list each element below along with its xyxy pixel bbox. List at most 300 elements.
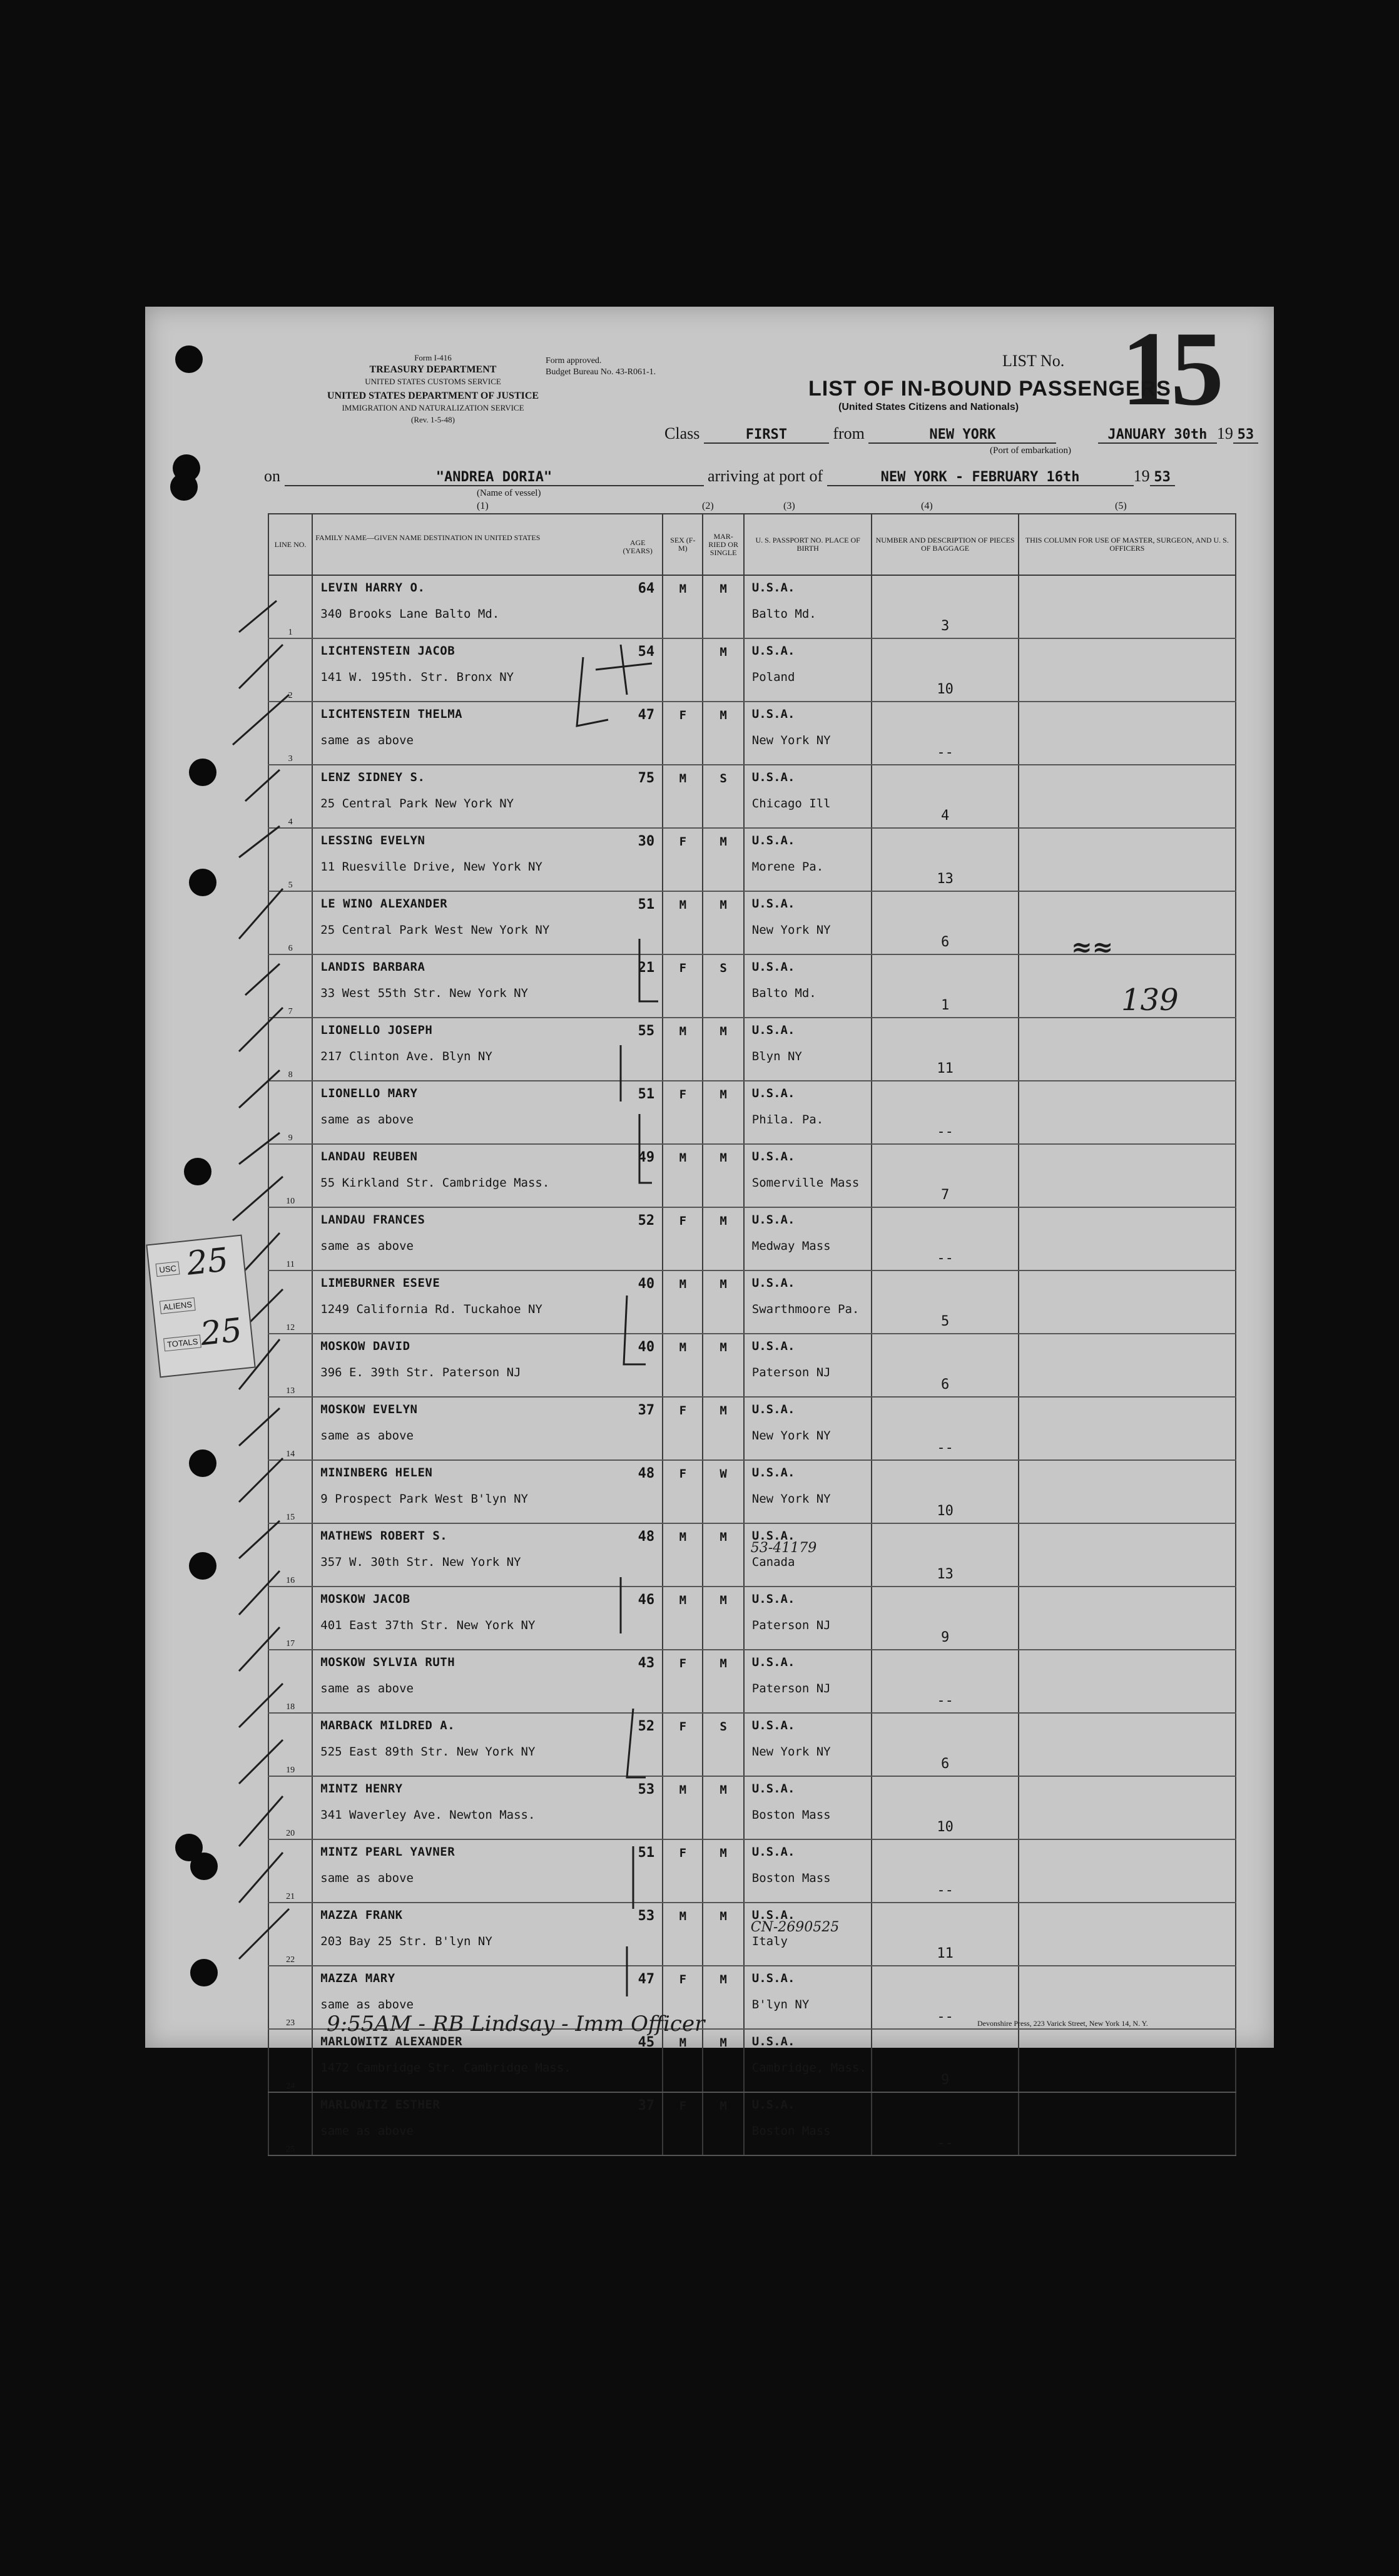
name-cell [312, 1081, 663, 1144]
passport-cell [744, 702, 872, 765]
passenger-age: 40 [638, 1276, 655, 1292]
line-number: 11 [268, 1207, 312, 1270]
passenger-marital: M [703, 1270, 743, 1334]
passenger-row [268, 1460, 1236, 1523]
line-number: 12 [268, 1270, 312, 1334]
baggage-count: 7 [872, 1144, 1018, 1207]
passport-country: U.S.A. [751, 1908, 795, 1922]
punch-hole [184, 1158, 211, 1185]
baggage-count: -- [872, 702, 1018, 765]
officer-column [1019, 1334, 1236, 1397]
line-number: 19 [268, 1713, 312, 1776]
header-passport: U. S. PASSPORT NO. PLACE OF BIRTH [744, 514, 872, 575]
line-number: 24 [268, 2029, 312, 2092]
passenger-name: LICHTENSTEIN THELMA [320, 707, 463, 721]
passport-country: U.S.A. [751, 1782, 795, 1796]
passenger-sex: F [663, 1081, 703, 1144]
officer-column [1019, 1144, 1236, 1207]
line-number: 22 [268, 1903, 312, 1966]
line-number: 16 [268, 1523, 312, 1587]
officer-scribble: ≈≈ [1071, 933, 1114, 962]
line-number: 4 [268, 765, 312, 828]
line-number: 8 [268, 1018, 312, 1081]
passenger-marital: S [703, 765, 743, 828]
baggage-count: 3 [872, 575, 1018, 638]
passenger-destination: 396 E. 39th Str. Paterson NJ [320, 1366, 521, 1379]
passenger-row [268, 765, 1236, 828]
place-of-birth: Blyn NY [751, 1050, 802, 1063]
place-of-birth: New York NY [751, 1429, 831, 1443]
passenger-age: 75 [638, 770, 655, 786]
name-cell [312, 1776, 663, 1839]
name-cell [312, 2092, 663, 2155]
passenger-destination: 33 West 55th Str. New York NY [320, 986, 528, 1000]
line-number: 13 [268, 1334, 312, 1397]
passport-country: U.S.A. [751, 960, 795, 974]
place-of-birth: B'lyn NY [751, 1998, 810, 2011]
passenger-marital: M [703, 638, 743, 702]
place-of-birth: Chicago Ill [751, 797, 831, 810]
passenger-name: LENZ SIDNEY S. [320, 770, 425, 784]
passenger-row [268, 702, 1236, 765]
passenger-destination: 11 Ruesville Drive, New York NY [320, 860, 542, 874]
passport-cell [744, 2092, 872, 2155]
passenger-destination: 525 East 89th Str. New York NY [320, 1745, 536, 1759]
place-of-birth: Canada [751, 1555, 795, 1569]
from-label: from [833, 424, 865, 442]
passport-cell [744, 575, 872, 638]
passenger-row [268, 2029, 1236, 2092]
passenger-sex: M [663, 1334, 703, 1397]
place-of-birth: New York NY [751, 1745, 831, 1759]
col-num-5: (5) [1115, 501, 1127, 511]
passenger-marital: M [703, 1523, 743, 1587]
passenger-destination: 141 W. 195th. Str. Bronx NY [320, 670, 514, 684]
passenger-row [268, 954, 1236, 1018]
passenger-age: 47 [638, 707, 655, 723]
officer-column [1019, 1839, 1236, 1903]
baggage-count: 1 [872, 954, 1018, 1018]
passenger-sex: M [663, 1018, 703, 1081]
punch-hole [190, 1959, 218, 1986]
passenger-name: MAZZA FRANK [320, 1908, 403, 1922]
punch-hole [189, 1449, 216, 1477]
name-cell [312, 954, 663, 1018]
officer-column [1019, 638, 1236, 702]
passenger-row [268, 1270, 1236, 1334]
passenger-sex: F [663, 1713, 703, 1776]
place-of-birth: Paterson NJ [751, 1682, 831, 1695]
place-of-birth: New York NY [751, 923, 831, 937]
place-of-birth: Paterson NJ [751, 1618, 831, 1632]
passenger-sex: F [663, 1650, 703, 1713]
vessel-line [264, 467, 1175, 486]
baggage-count: 4 [872, 765, 1018, 828]
header-name-label: FAMILY NAME—GIVEN NAME DESTINATION IN UNITED STATES [315, 533, 541, 542]
vessel-name: "ANDREA DORIA" [285, 469, 704, 486]
baggage-count: 6 [872, 1713, 1018, 1776]
passenger-sex: F [663, 1839, 703, 1903]
baggage-count: -- [872, 1650, 1018, 1713]
embark-year-prefix: 19 [1216, 424, 1233, 442]
stamp-usc-count: 25 [185, 1241, 230, 1283]
place-of-birth: Swarthmoore Pa. [751, 1302, 860, 1316]
passport-cell [744, 1397, 872, 1460]
officer-column [1019, 1776, 1236, 1839]
name-cell [312, 1650, 663, 1713]
passport-country: U.S.A. [751, 1845, 795, 1859]
passenger-age: 51 [638, 1086, 655, 1102]
baggage-count: 5 [872, 1270, 1018, 1334]
passenger-name: MARLOWITZ ESTHER [320, 2098, 440, 2112]
passenger-marital: M [703, 1966, 743, 2029]
passport-cell [744, 828, 872, 891]
passenger-name: LANDIS BARBARA [320, 960, 425, 974]
budget-bureau: Budget Bureau No. 43-R061-1. [546, 367, 656, 377]
passport-country: U.S.A. [751, 2098, 795, 2112]
col-num-3: (3) [783, 501, 795, 511]
baggage-count: 10 [872, 1776, 1018, 1839]
officer-column [1019, 575, 1236, 638]
baggage-count: -- [872, 1966, 1018, 2029]
place-of-birth: Boston Mass [751, 1871, 831, 1885]
passport-note: 53-41179 [750, 1540, 817, 1556]
revision: (Rev. 1-5-48) [411, 415, 455, 424]
passenger-age: 45 [638, 2035, 655, 2050]
baggage-count: 13 [872, 828, 1018, 891]
arriving-label: arriving at port of [708, 467, 823, 485]
place-of-birth: Poland [751, 670, 795, 684]
baggage-count: -- [872, 1397, 1018, 1460]
officer-column [1019, 2092, 1236, 2155]
passenger-age: 53 [638, 1782, 655, 1797]
passport-country: U.S.A. [751, 1086, 795, 1100]
passport-cell [744, 1839, 872, 1903]
passenger-destination: same as above [320, 1113, 414, 1127]
stamp-totals-count: 25 [198, 1311, 244, 1354]
line-number: 18 [268, 1650, 312, 1713]
passenger-name: MOSKOW JACOB [320, 1592, 410, 1606]
passenger-row [268, 638, 1236, 702]
name-cell [312, 1144, 663, 1207]
passport-cell [744, 1713, 872, 1776]
passenger-destination: 9 Prospect Park West B'lyn NY [320, 1492, 528, 1506]
passenger-name: LESSING EVELYN [320, 834, 425, 847]
place-of-birth: New York NY [751, 733, 831, 747]
passenger-destination: 401 East 37th Str. New York NY [320, 1618, 536, 1632]
name-cell [312, 2029, 663, 2092]
passport-country: U.S.A. [751, 1150, 795, 1163]
passenger-destination: 1472 Cambridge Str. Cambridge Mass. [320, 2061, 571, 2075]
line-number: 14 [268, 1397, 312, 1460]
arrival-port-date: NEW YORK - FEBRUARY 16th [827, 469, 1134, 486]
passport-note: CN-2690525 [750, 1919, 840, 1935]
passport-cell [744, 1966, 872, 2029]
passenger-sex: M [663, 891, 703, 954]
passenger-name: MOSKOW SYLVIA RUTH [320, 1655, 455, 1669]
passenger-age: 49 [638, 1150, 655, 1165]
passport-country: U.S.A. [751, 1213, 795, 1227]
passenger-age: 54 [638, 644, 655, 660]
officer-signature-note: 9:55AM - RB Lindsay - Imm Officer [327, 2011, 705, 2037]
passenger-marital: M [703, 1903, 743, 1966]
passport-cell [744, 1460, 872, 1523]
list-no-label: LIST No. [1002, 352, 1065, 370]
col-num-2: (2) [702, 501, 714, 511]
passenger-age: 40 [638, 1339, 655, 1355]
name-cell [312, 1397, 663, 1460]
place-of-birth: Boston Mass [751, 2124, 831, 2138]
header-married: MAR-RIED OR SINGLE [703, 514, 743, 575]
embark-date: JANUARY 30th [1098, 427, 1217, 444]
baggage-count: 11 [872, 1018, 1018, 1081]
passenger-sex: F [663, 1966, 703, 2029]
line-number: 23 [268, 1966, 312, 2029]
passenger-sex: M [663, 2029, 703, 2092]
form-number: Form I-416 [414, 353, 452, 362]
officer-column [1019, 1523, 1236, 1587]
passenger-row [268, 1397, 1236, 1460]
passenger-age: 52 [638, 1213, 655, 1229]
passport-cell [744, 1018, 872, 1081]
passenger-age: 48 [638, 1529, 655, 1545]
passenger-destination: same as above [320, 1998, 414, 2011]
line-number: 21 [268, 1839, 312, 1903]
passenger-row [268, 828, 1236, 891]
officer-column [1019, 765, 1236, 828]
passenger-name: MOSKOW DAVID [320, 1339, 410, 1353]
passenger-row [268, 2092, 1236, 2155]
line-number: 1 [268, 575, 312, 638]
officer-column [1019, 1903, 1236, 1966]
passenger-name: MININBERG HELEN [320, 1466, 433, 1480]
passenger-sex: F [663, 702, 703, 765]
name-cell [312, 828, 663, 891]
passenger-row [268, 1713, 1236, 1776]
embark-year: 53 [1233, 427, 1258, 444]
printer-imprint: Devonshire Press, 223 Varick Street, New York 14, N. Y. [977, 2019, 1148, 2028]
passenger-name: MAZZA MARY [320, 1971, 395, 1985]
passenger-name: MARLOWITZ ALEXANDER [320, 2035, 463, 2048]
name-cell [312, 1270, 663, 1334]
passport-cell [744, 1587, 872, 1650]
name-cell [312, 575, 663, 638]
passenger-age: 48 [638, 1466, 655, 1481]
name-cell [312, 1460, 663, 1523]
customs-service: UNITED STATES CUSTOMS SERVICE [365, 377, 501, 386]
name-cell [312, 1839, 663, 1903]
passenger-sex: F [663, 1207, 703, 1270]
class-value: FIRST [704, 427, 829, 444]
punch-hole [189, 1552, 216, 1580]
passenger-sex: M [663, 765, 703, 828]
officer-column [1019, 1650, 1236, 1713]
passenger-marital: M [703, 575, 743, 638]
place-of-birth: Cambridge, Mass. [751, 2061, 867, 2075]
arrival-year: 53 [1150, 469, 1175, 486]
table-header [268, 514, 1236, 575]
passenger-marital: M [703, 891, 743, 954]
passenger-sex: M [663, 1903, 703, 1966]
baggage-count: 9 [872, 1587, 1018, 1650]
name-cell [312, 1587, 663, 1650]
officer-column [1019, 1587, 1236, 1650]
passenger-destination: 25 Central Park New York NY [320, 797, 514, 810]
officer-number: 139 [1121, 983, 1179, 1018]
passenger-row [268, 1776, 1236, 1839]
passport-cell [744, 1144, 872, 1207]
baggage-count: 10 [872, 1460, 1018, 1523]
name-cell [312, 1334, 663, 1397]
place-of-birth: Balto Md. [751, 607, 817, 621]
line-number: 20 [268, 1776, 312, 1839]
justice-dept: UNITED STATES DEPARTMENT OF JUSTICE [327, 391, 539, 401]
passenger-marital: M [703, 2029, 743, 2092]
line-number: 5 [268, 828, 312, 891]
passport-country: U.S.A. [751, 1592, 795, 1606]
ins-service: IMMIGRATION AND NATURALIZATION SERVICE [342, 403, 524, 412]
list-number: 15 [1121, 310, 1220, 427]
passenger-sex: F [663, 1397, 703, 1460]
place-of-birth: Medway Mass [751, 1239, 831, 1253]
passport-cell [744, 1650, 872, 1713]
passenger-marital: M [703, 1081, 743, 1144]
baggage-count: 6 [872, 1334, 1018, 1397]
passport-country: U.S.A. [751, 2035, 795, 2048]
passport-cell [744, 1207, 872, 1270]
passenger-row [268, 1207, 1236, 1270]
header-officers: THIS COLUMN FOR USE OF MASTER, SURGEON, AND U. S. OFFICERS [1019, 514, 1236, 575]
passenger-row [268, 1081, 1236, 1144]
passenger-marital: M [703, 828, 743, 891]
passenger-marital: M [703, 2092, 743, 2155]
name-cell [312, 1903, 663, 1966]
passenger-destination: 203 Bay 25 Str. B'lyn NY [320, 1935, 492, 1948]
line-number: 17 [268, 1587, 312, 1650]
place-of-birth: Phila. Pa. [751, 1113, 824, 1127]
passenger-destination: same as above [320, 1239, 414, 1253]
passport-cell [744, 1523, 872, 1587]
officer-column [1019, 2029, 1236, 2092]
name-cell [312, 638, 663, 702]
officer-column [1019, 702, 1236, 765]
officer-column [1019, 828, 1236, 891]
passenger-marital: M [703, 1018, 743, 1081]
passenger-name: MARBACK MILDRED A. [320, 1719, 455, 1732]
passenger-age: 43 [638, 1655, 655, 1671]
embark-port: NEW YORK [868, 427, 1056, 444]
stamp-usc: USC [156, 1261, 180, 1277]
officer-column [1019, 1713, 1236, 1776]
passenger-row [268, 575, 1236, 638]
form-approved [546, 355, 656, 378]
passenger-marital: S [703, 954, 743, 1018]
place-of-birth: Boston Mass [751, 1808, 831, 1822]
passenger-name: LANDAU FRANCES [320, 1213, 425, 1227]
name-cell [312, 891, 663, 954]
passenger-age: 30 [638, 834, 655, 849]
place-of-birth: New York NY [751, 1492, 831, 1506]
passenger-row [268, 1650, 1236, 1713]
passenger-marital: M [703, 702, 743, 765]
baggage-count: -- [872, 1207, 1018, 1270]
baggage-count: 10 [872, 638, 1018, 702]
passport-country: U.S.A. [751, 834, 795, 847]
passenger-destination: same as above [320, 2124, 414, 2138]
passenger-marital: S [703, 1713, 743, 1776]
line-number: 7 [268, 954, 312, 1018]
vessel-sub: (Name of vessel) [477, 488, 541, 498]
passenger-age: 52 [638, 1719, 655, 1734]
passenger-row [268, 1587, 1236, 1650]
passport-cell [744, 891, 872, 954]
form-subtitle: (United States Citizens and Nationals) [838, 402, 1019, 412]
passenger-age: 53 [638, 1908, 655, 1924]
passenger-row [268, 1839, 1236, 1903]
passenger-destination: 217 Clinton Ave. Blyn NY [320, 1050, 492, 1063]
embark-sub: (Port of embarkation) [990, 446, 1071, 456]
passenger-destination: same as above [320, 1429, 414, 1443]
passenger-table [268, 513, 1236, 2156]
treasury-dept: TREASURY DEPARTMENT [369, 364, 497, 375]
baggage-count: 9 [872, 2029, 1018, 2092]
passport-country: U.S.A. [751, 707, 795, 721]
class-line [664, 424, 1258, 456]
passport-country: U.S.A. [751, 1529, 795, 1543]
place-of-birth: Italy [751, 1935, 788, 1948]
passenger-age: 46 [638, 1592, 655, 1608]
arrival-year-prefix: 19 [1133, 467, 1150, 485]
passenger-sex: M [663, 1270, 703, 1334]
class-label: Class [664, 424, 700, 442]
line-number: 9 [268, 1081, 312, 1144]
punch-hole [175, 345, 203, 373]
passport-cell [744, 2029, 872, 2092]
passport-country: U.S.A. [751, 1719, 795, 1732]
passenger-name: MINTZ PEARL YAVNER [320, 1845, 455, 1859]
passenger-destination: same as above [320, 733, 414, 747]
passenger-marital: M [703, 1334, 743, 1397]
passport-country: U.S.A. [751, 1655, 795, 1669]
passenger-destination: 55 Kirkland Str. Cambridge Mass. [320, 1176, 550, 1190]
approved-label: Form approved. [546, 356, 602, 365]
passport-cell [744, 1270, 872, 1334]
officer-column [1019, 1270, 1236, 1334]
passport-cell [744, 1903, 872, 1966]
totals-stamp [146, 1235, 256, 1378]
passenger-destination: 340 Brooks Lane Balto Md. [320, 607, 500, 621]
passenger-name: MINTZ HENRY [320, 1782, 403, 1796]
passenger-marital: M [703, 1207, 743, 1270]
passenger-row [268, 1018, 1236, 1081]
line-number: 3 [268, 702, 312, 765]
passport-cell [744, 954, 872, 1018]
passenger-name: LIONELLO JOSEPH [320, 1023, 433, 1037]
name-cell [312, 1523, 663, 1587]
passport-cell [744, 765, 872, 828]
punch-hole [170, 473, 198, 501]
passenger-destination: same as above [320, 1871, 414, 1885]
passenger-age: 21 [638, 960, 655, 976]
passenger-row [268, 1334, 1236, 1397]
passport-cell [744, 638, 872, 702]
col-num-1: (1) [477, 501, 489, 511]
name-cell [312, 702, 663, 765]
place-of-birth: Balto Md. [751, 986, 817, 1000]
baggage-count: -- [872, 1839, 1018, 1903]
on-label: on [264, 467, 280, 485]
baggage-count: 13 [872, 1523, 1018, 1587]
